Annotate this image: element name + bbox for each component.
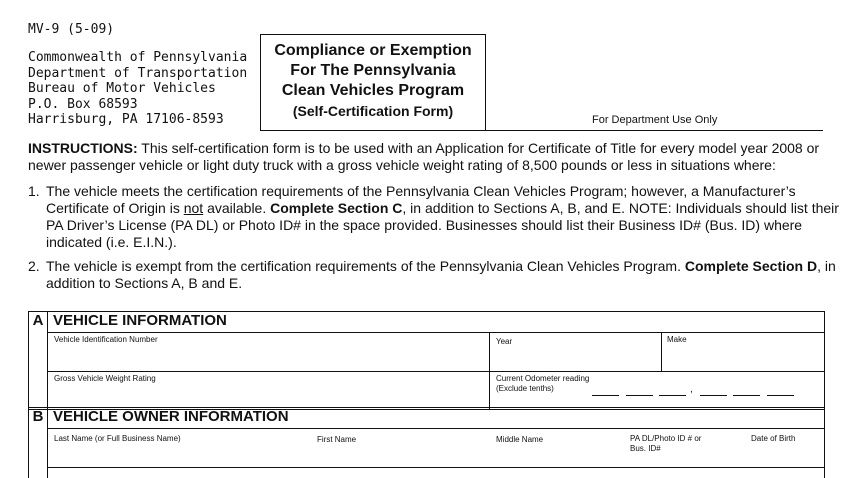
form-title-box	[260, 34, 486, 131]
odometer-separator: ,	[690, 384, 693, 395]
last-name-field[interactable]	[54, 434, 181, 444]
date-of-birth-label: Date of Birth	[751, 434, 796, 443]
odometer-label: Current Odometer reading	[496, 374, 590, 383]
header-divider	[260, 130, 823, 131]
section-a-vehicle-information	[28, 311, 825, 410]
form-number: MV-9 (5-09)	[28, 22, 115, 37]
first-name-field[interactable]	[317, 435, 356, 445]
item-bold: Complete Section C	[270, 200, 403, 216]
item-text: available.	[203, 200, 271, 216]
form-title-line: Clean Vehicles Program	[281, 82, 465, 99]
field-divider	[489, 332, 490, 371]
section-letter: B	[29, 408, 48, 478]
id-number-field[interactable]	[630, 434, 701, 454]
odometer-digit-blank[interactable]	[733, 395, 760, 396]
odometer-digit-blank[interactable]	[767, 395, 794, 396]
item-number: 2.	[28, 258, 40, 274]
instruction-item-2	[28, 258, 843, 292]
agency-line: Bureau of Motor Vehicles	[28, 81, 216, 96]
section-title: VEHICLE OWNER INFORMATION	[53, 408, 289, 425]
odometer-digit-blank[interactable]	[700, 395, 727, 396]
make-field[interactable]	[667, 335, 687, 345]
id-number-label: PA DL/Photo ID # or	[630, 434, 702, 443]
instructions-text: This self-certification form is to be used with an Application for Certificate of Title for every model year 2008 or newer passenger vehicle or light duty truck with a gross vehicle weight rating of 8,500 pounds or less in situations where:	[28, 140, 820, 173]
gvwr-label: Gross Vehicle Weight Rating	[54, 374, 156, 383]
section-letter: A	[29, 312, 48, 409]
odometer-digit-blank[interactable]	[592, 395, 619, 396]
item-number: 1.	[28, 183, 40, 199]
agency-line: Department of Transportation	[28, 65, 248, 81]
middle-name-label: Middle Name	[496, 435, 544, 444]
gvwr-field[interactable]	[54, 374, 156, 384]
vin-label: Vehicle Identification Number	[54, 335, 158, 344]
section-title: VEHICLE INFORMATION	[53, 312, 227, 329]
odometer-digit-blank[interactable]	[659, 395, 686, 396]
item-text: , in addition to Sections A, B, and E. NOTE: Individuals should list their PA Driver’s License (PA DL) or Photo ID# in the space provided. Businesses should list their Business ID# (Bus. ID) where indicated (i.e. E.I.N.).	[46, 200, 839, 250]
item-text: , in addition to Sections A, B and E.	[46, 258, 836, 291]
instructions	[28, 140, 828, 174]
field-divider	[661, 332, 662, 371]
department-use-label: For Department Use Only	[592, 114, 718, 126]
item-underlined: not	[183, 200, 204, 216]
field-divider	[48, 428, 824, 429]
last-name-label: Last Name (or Full Business Name)	[54, 434, 181, 443]
section-b-owner-information	[28, 407, 825, 478]
instructions-label: INSTRUCTIONS:	[28, 140, 138, 156]
field-divider	[48, 332, 824, 333]
id-number-label-note: Bus. ID#	[630, 444, 661, 453]
form-title-line: Compliance or Exemption	[274, 42, 472, 59]
vin-field[interactable]	[54, 335, 158, 345]
item-text: The vehicle is exempt from the certification requirements of the Pennsylvania Clean Vehicles Program.	[46, 258, 685, 274]
form-title-line: For The Pennsylvania	[290, 62, 456, 79]
agency-line: Commonwealth of Pennsylvania	[28, 50, 248, 65]
make-label: Make	[667, 335, 687, 344]
year-label: Year	[496, 337, 513, 346]
instruction-item-1	[28, 183, 843, 251]
agency-address	[28, 50, 247, 128]
odometer-digit-blank[interactable]	[626, 395, 653, 396]
first-name-label: First Name	[317, 435, 357, 444]
odometer-label-note: (Exclude tenths)	[496, 384, 554, 393]
item-bold: Complete Section D	[684, 258, 818, 274]
odometer-field[interactable]	[496, 374, 589, 394]
year-field[interactable]	[496, 337, 512, 347]
agency-line: Harrisburg, PA 17106-8593	[28, 112, 224, 127]
agency-line: P.O. Box 68593	[28, 96, 138, 112]
item-text: The vehicle meets the certification requirements of the Pennsylvania Clean Vehicles Program; however, a Manufacturer’s Certificate of Origin is	[46, 183, 796, 216]
field-divider	[489, 371, 490, 409]
form-subtitle: (Self-Certification Form)	[292, 103, 454, 119]
field-divider	[48, 371, 824, 372]
date-of-birth-field[interactable]	[751, 434, 795, 444]
field-divider	[48, 467, 824, 468]
middle-name-field[interactable]	[496, 435, 543, 445]
